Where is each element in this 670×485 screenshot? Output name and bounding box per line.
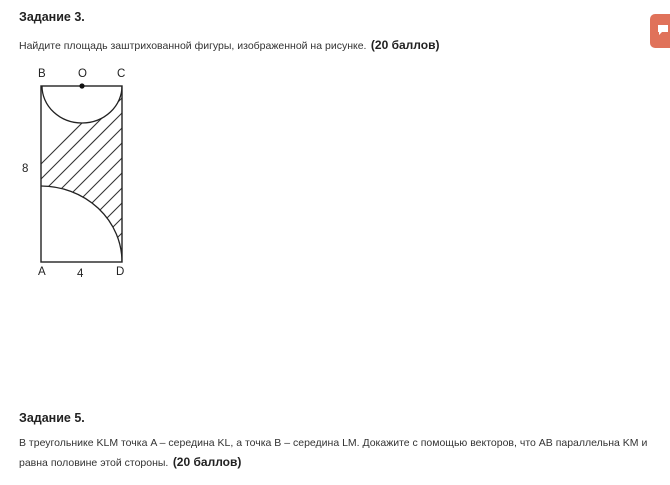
task3-heading: Задание 3.	[19, 10, 85, 24]
label-c: C	[117, 68, 126, 80]
task5-line2-wrap	[19, 453, 241, 471]
label-a: A	[38, 266, 46, 278]
label-side-ad: 4	[77, 268, 84, 280]
label-d: D	[116, 266, 125, 278]
label-side-ab: 8	[22, 163, 29, 175]
task3-points: (20 баллов)	[370, 38, 440, 52]
task3-statement	[19, 36, 439, 54]
label-o: O	[78, 68, 87, 80]
quarter-circle-arc	[0, 186, 125, 290]
chat-bubble-icon	[656, 23, 670, 37]
label-b: B	[38, 68, 46, 80]
geometry-figure	[0, 60, 160, 290]
task5-line2: равна половине этой стороны.	[19, 457, 169, 469]
chat-button[interactable]	[650, 14, 670, 48]
task5-heading: Задание 5.	[19, 411, 85, 425]
task5-line1: В треугольнике KLM точка A – середина KL, а точка B – середина LM. Докажите с помощью векторов, что AB параллельна KM и	[19, 437, 648, 449]
task5-points: (20 баллов)	[172, 455, 242, 469]
hatched-region	[20, 60, 145, 290]
point-o	[79, 83, 84, 88]
task3-text: Найдите площадь заштрихованной фигуры, изображенной на рисунке.	[19, 40, 367, 52]
